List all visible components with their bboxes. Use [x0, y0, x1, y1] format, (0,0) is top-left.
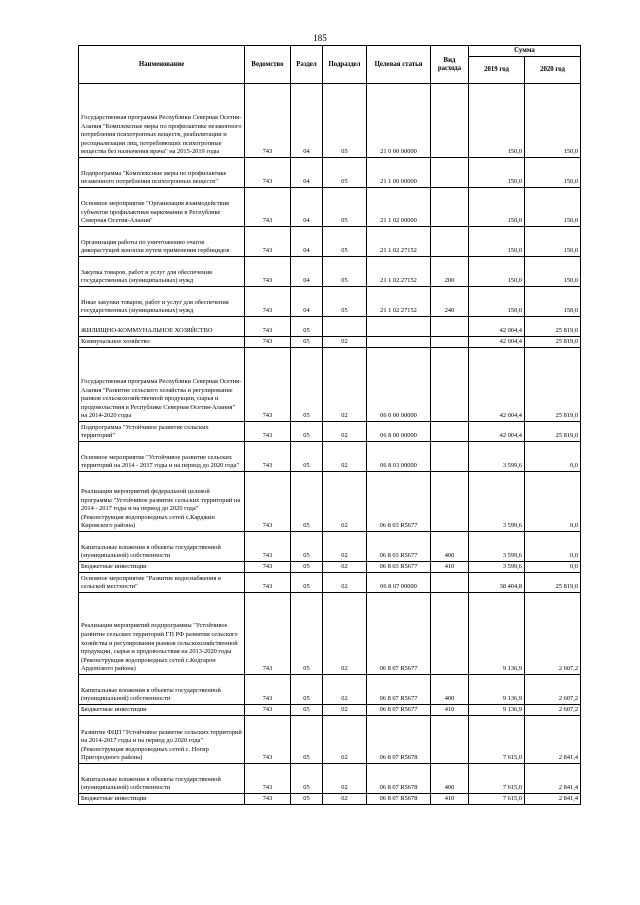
table-cell-2019: 150,0	[469, 227, 525, 257]
table-cell-subsection: 05	[323, 84, 367, 158]
table-cell-subsection: 05	[323, 158, 367, 188]
header-section: Раздел	[291, 46, 323, 84]
table-cell-target: 06 0 00 00000	[367, 348, 431, 422]
table-row	[79, 188, 581, 227]
table-cell-subsection: 02	[323, 794, 367, 805]
table-cell-2019: 3 599,6	[469, 442, 525, 472]
table-cell-exp-type	[431, 348, 469, 422]
table-cell-section: 05	[291, 794, 323, 805]
table-cell-section: 05	[291, 593, 323, 675]
table-cell-target: 06 8 03 R5677	[367, 532, 431, 562]
table-cell-dept: 743	[245, 287, 291, 317]
table-cell-section: 05	[291, 348, 323, 422]
table-row	[79, 158, 581, 188]
table-cell-section: 05	[291, 532, 323, 562]
table-row	[79, 337, 581, 348]
table-row	[79, 716, 581, 764]
table-cell-dept: 743	[245, 562, 291, 573]
table-cell-dept: 743	[245, 593, 291, 675]
table-cell-section: 05	[291, 705, 323, 716]
table-cell-name: Бюджетные инвестиции	[79, 562, 245, 573]
table-cell-dept: 743	[245, 84, 291, 158]
budget-table	[78, 45, 581, 805]
table-cell-exp-type	[431, 573, 469, 593]
table-cell-2019: 9 136,9	[469, 593, 525, 675]
table-cell-dept: 743	[245, 158, 291, 188]
table-cell-name: Основное мероприятие "Устойчивое развитие сельских территорий на 2014 - 2017 годы и на период до 2020 года"	[79, 442, 245, 472]
table-cell-dept: 743	[245, 442, 291, 472]
table-cell-dept: 743	[245, 573, 291, 593]
table-cell-dept: 743	[245, 188, 291, 227]
table-cell-section: 05	[291, 764, 323, 794]
table-cell-dept: 743	[245, 794, 291, 805]
table-row	[79, 257, 581, 287]
table-cell-2019: 3 599,6	[469, 532, 525, 562]
table-cell-name: Бюджетные инвестиции	[79, 705, 245, 716]
table-cell-2020: 25 819,0	[525, 573, 581, 593]
table-cell-name: Развитие ФЦП "Устойчивое развитие сельских территорий на 2014-2017 годы и на период до 2020 года" (Реконструкция водопроводных сетей с. Ногир Пригородного района)	[79, 716, 245, 764]
table-cell-2020: 2 841,4	[525, 794, 581, 805]
table-cell-dept: 743	[245, 675, 291, 705]
table-cell-target: 21 1 02 00000	[367, 188, 431, 227]
table-cell-2020: 0,0	[525, 472, 581, 532]
table-row	[79, 675, 581, 705]
table-cell-2019: 150,0	[469, 257, 525, 287]
table-cell-dept: 743	[245, 337, 291, 348]
table-cell-2020: 150,0	[525, 287, 581, 317]
table-cell-target	[367, 337, 431, 348]
table-cell-name: Реализация мероприятий федеральной целевой программы "Устойчивое развитие сельских территорий на 2014 - 2017 годы и на период до 2020 года" (Реконструкция водопроводных сетей с.Карджин Кировского района)	[79, 472, 245, 532]
page-number: 185	[313, 33, 327, 43]
table-cell-subsection: 02	[323, 593, 367, 675]
table-cell-2020: 0,0	[525, 532, 581, 562]
table-cell-target: 06 8 07 R5677	[367, 593, 431, 675]
table-cell-exp-type	[431, 188, 469, 227]
table-cell-target: 06 8 07 R5678	[367, 716, 431, 764]
table-cell-2020: 150,0	[525, 188, 581, 227]
table-cell-exp-type	[431, 227, 469, 257]
table-cell-subsection: 02	[323, 472, 367, 532]
table-cell-section: 04	[291, 158, 323, 188]
table-cell-target: 21 1 00 00000	[367, 158, 431, 188]
table-cell-section: 05	[291, 422, 323, 442]
table-cell-target: 21 1 02 27152	[367, 287, 431, 317]
table-cell-target: 06 8 07 R5677	[367, 675, 431, 705]
header-name: Наименование	[79, 46, 245, 84]
table-cell-section: 05	[291, 472, 323, 532]
table-cell-target: 06 8 07 R5678	[367, 794, 431, 805]
table-cell-subsection: 02	[323, 716, 367, 764]
table-cell-exp-type: 400	[431, 532, 469, 562]
table-cell-2019: 3 599,6	[469, 562, 525, 573]
table-cell-2020: 2 607,2	[525, 593, 581, 675]
table-cell-name: ЖИЛИЩНО-КОММУНАЛЬНОЕ ХОЗЯЙСТВО	[79, 317, 245, 337]
table-cell-name: Капитальные вложения в объекты государственной (муниципальной) собственности	[79, 764, 245, 794]
table-cell-target: 21 0 00 00000	[367, 84, 431, 158]
header-target: Целевая статья	[367, 46, 431, 84]
table-cell-section: 04	[291, 84, 323, 158]
table-cell-2020: 0,0	[525, 562, 581, 573]
table-cell-2019: 9 136,9	[469, 675, 525, 705]
table-cell-subsection: 05	[323, 287, 367, 317]
table-cell-name: Закупка товаров, работ и услуг для обеспечения государственных (муниципальных) нужд	[79, 257, 245, 287]
table-cell-2020: 2 607,2	[525, 705, 581, 716]
table-cell-dept: 743	[245, 348, 291, 422]
table-cell-section: 05	[291, 716, 323, 764]
table-cell-2019: 42 004,4	[469, 337, 525, 348]
table-cell-dept: 743	[245, 716, 291, 764]
table-cell-exp-type: 200	[431, 257, 469, 287]
table-cell-2019: 42 004,4	[469, 422, 525, 442]
header-2019: 2019 год	[469, 57, 525, 84]
table-cell-section: 04	[291, 188, 323, 227]
table-row	[79, 84, 581, 158]
table-cell-subsection: 02	[323, 705, 367, 716]
table-cell-exp-type	[431, 422, 469, 442]
table-cell-dept: 743	[245, 317, 291, 337]
table-cell-subsection: 05	[323, 257, 367, 287]
table-cell-name: Основное мероприятие "Развитие водоснабжения в сельской местности"	[79, 573, 245, 593]
table-cell-dept: 743	[245, 422, 291, 442]
table-row	[79, 573, 581, 593]
table-cell-dept: 743	[245, 257, 291, 287]
table-cell-exp-type	[431, 593, 469, 675]
table-cell-target: 21 1 02 27152	[367, 257, 431, 287]
table-cell-2019: 7 615,0	[469, 764, 525, 794]
table-cell-section: 04	[291, 257, 323, 287]
table-cell-2020: 25 819,0	[525, 348, 581, 422]
table-cell-exp-type: 410	[431, 794, 469, 805]
table-cell-exp-type	[431, 84, 469, 158]
table-cell-section: 05	[291, 562, 323, 573]
table-cell-2019: 42 004,4	[469, 348, 525, 422]
table-cell-dept: 743	[245, 472, 291, 532]
table-row	[79, 287, 581, 317]
table-cell-2020: 150,0	[525, 84, 581, 158]
table-cell-name: Подпрограмма "Устойчивое развитие сельских территорий"	[79, 422, 245, 442]
table-cell-name: Бюджетные инвестиции	[79, 794, 245, 805]
header-sum: Сумма	[469, 46, 581, 57]
table-row	[79, 705, 581, 716]
table-cell-exp-type	[431, 337, 469, 348]
table-cell-subsection: 02	[323, 562, 367, 573]
table-cell-name: Иные закупки товаров, работ и услуг для обеспечения государственных (муниципальных) нужд	[79, 287, 245, 317]
table-row	[79, 348, 581, 422]
table-cell-name: Основное мероприятие "Организация взаимодействия субъектов профилактики наркомании в Республике Северная Осетия-Алания"	[79, 188, 245, 227]
table-cell-subsection: 05	[323, 227, 367, 257]
table-cell-2019: 150,0	[469, 158, 525, 188]
table-cell-exp-type	[431, 472, 469, 532]
table-cell-2019: 3 599,6	[469, 472, 525, 532]
table-cell-target: 06 8 00 00000	[367, 422, 431, 442]
table-cell-name: Организация работы по уничтожению очагов дикорастущей конопли путем применения гербицидов	[79, 227, 245, 257]
table-cell-subsection: 05	[323, 188, 367, 227]
table-cell-subsection: 02	[323, 422, 367, 442]
table-cell-target	[367, 317, 431, 337]
table-cell-2020: 150,0	[525, 227, 581, 257]
table-cell-section: 05	[291, 317, 323, 337]
table-body	[79, 84, 581, 805]
table-cell-exp-type: 410	[431, 562, 469, 573]
table-cell-subsection: 02	[323, 442, 367, 472]
table-cell-subsection: 02	[323, 348, 367, 422]
table-row	[79, 794, 581, 805]
table-cell-2019: 150,0	[469, 287, 525, 317]
table-cell-dept: 743	[245, 705, 291, 716]
table-cell-name: Государственная программа Республики Северная Осетия-Алания "Комплексные меры по профилактике незаконного потребления психотропных веществ, реабилитации и ресоциализации лиц, потребляющих психотропные вещества без назначения врача" на 2015-2019 годы	[79, 84, 245, 158]
table-cell-2020: 25 819,0	[525, 317, 581, 337]
table-cell-2019: 38 404,8	[469, 573, 525, 593]
table-row	[79, 227, 581, 257]
table-cell-dept: 743	[245, 227, 291, 257]
table-cell-2020: 0,0	[525, 442, 581, 472]
table-cell-target: 06 8 03 R5677	[367, 472, 431, 532]
table-cell-subsection	[323, 317, 367, 337]
table-cell-2020: 25 819,0	[525, 422, 581, 442]
table-cell-section: 05	[291, 442, 323, 472]
table-cell-dept: 743	[245, 532, 291, 562]
table-cell-name: Реализация мероприятий подпрограммы "Устойчивое развитие сельских территорий ГП РФ развития сельского хозяйства и регулирования рынков сельскохозяйственной продукции, сырья и продовольствия на 2013-2020 годы (Реконструкция водопроводных сетей с.Кодгарон Ардонского района)	[79, 593, 245, 675]
table-cell-exp-type	[431, 317, 469, 337]
table-cell-2019: 150,0	[469, 84, 525, 158]
table-cell-name: Государственная программа Республики Северная Осетия-Алания "Развитие сельского хозяйства и регулирование рынков сельскохозяйственной продукции, сырья и продовольствия в Республике Северная Осетия-Алания" на 2014-2020 годы	[79, 348, 245, 422]
table-cell-target: 21 1 02 27152	[367, 227, 431, 257]
table-cell-2020: 2 607,2	[525, 675, 581, 705]
table-cell-target: 06 8 03 00000	[367, 442, 431, 472]
table-cell-subsection: 02	[323, 573, 367, 593]
table-cell-target: 06 8 07 R5677	[367, 705, 431, 716]
table-cell-2020: 2 841,4	[525, 716, 581, 764]
table-cell-exp-type: 400	[431, 764, 469, 794]
table-row	[79, 532, 581, 562]
table-row	[79, 442, 581, 472]
table-cell-exp-type	[431, 158, 469, 188]
table-cell-exp-type: 400	[431, 675, 469, 705]
table-cell-2020: 150,0	[525, 257, 581, 287]
table-cell-subsection: 02	[323, 532, 367, 562]
header-subsection: Подраздел	[323, 46, 367, 84]
table-cell-name: Подпрограмма "Комплексные меры по профилактике незаконного потребления психотропных веществ"	[79, 158, 245, 188]
table-cell-2020: 2 841,4	[525, 764, 581, 794]
header-exp-type: Вид расхода	[431, 46, 469, 84]
table-cell-name: Коммунальное хозяйство	[79, 337, 245, 348]
header-dept: Ведомство	[245, 46, 291, 84]
table-cell-section: 04	[291, 227, 323, 257]
table-cell-target: 06 8 07 R5678	[367, 764, 431, 794]
table-cell-2019: 150,0	[469, 188, 525, 227]
table-cell-target: 06 8 07 00000	[367, 573, 431, 593]
table-row	[79, 764, 581, 794]
table-cell-2019: 42 004,4	[469, 317, 525, 337]
table-cell-section: 05	[291, 337, 323, 348]
table-cell-target: 06 8 03 R5677	[367, 562, 431, 573]
table-cell-dept: 743	[245, 764, 291, 794]
table-cell-2019: 9 136,9	[469, 705, 525, 716]
table-row	[79, 562, 581, 573]
table-cell-subsection: 02	[323, 764, 367, 794]
table-row	[79, 593, 581, 675]
table-cell-section: 05	[291, 675, 323, 705]
table-cell-name: Капитальные вложения в объекты государственной (муниципальной) собственности	[79, 675, 245, 705]
table-cell-2019: 7 615,0	[469, 716, 525, 764]
table-cell-exp-type	[431, 716, 469, 764]
table-cell-exp-type: 410	[431, 705, 469, 716]
table-row	[79, 317, 581, 337]
table-cell-section: 04	[291, 287, 323, 317]
table-cell-2019: 7 615,0	[469, 794, 525, 805]
table-row	[79, 422, 581, 442]
table-cell-section: 05	[291, 573, 323, 593]
table-cell-subsection: 02	[323, 337, 367, 348]
table-cell-exp-type	[431, 442, 469, 472]
table-cell-2020: 150,0	[525, 158, 581, 188]
table-cell-2020: 25 819,0	[525, 337, 581, 348]
header-2020: 2020 год	[525, 57, 581, 84]
table-cell-exp-type: 240	[431, 287, 469, 317]
table-cell-subsection: 02	[323, 675, 367, 705]
table-row	[79, 472, 581, 532]
table-cell-name: Капитальные вложения в объекты государственной (муниципальной) собственности	[79, 532, 245, 562]
